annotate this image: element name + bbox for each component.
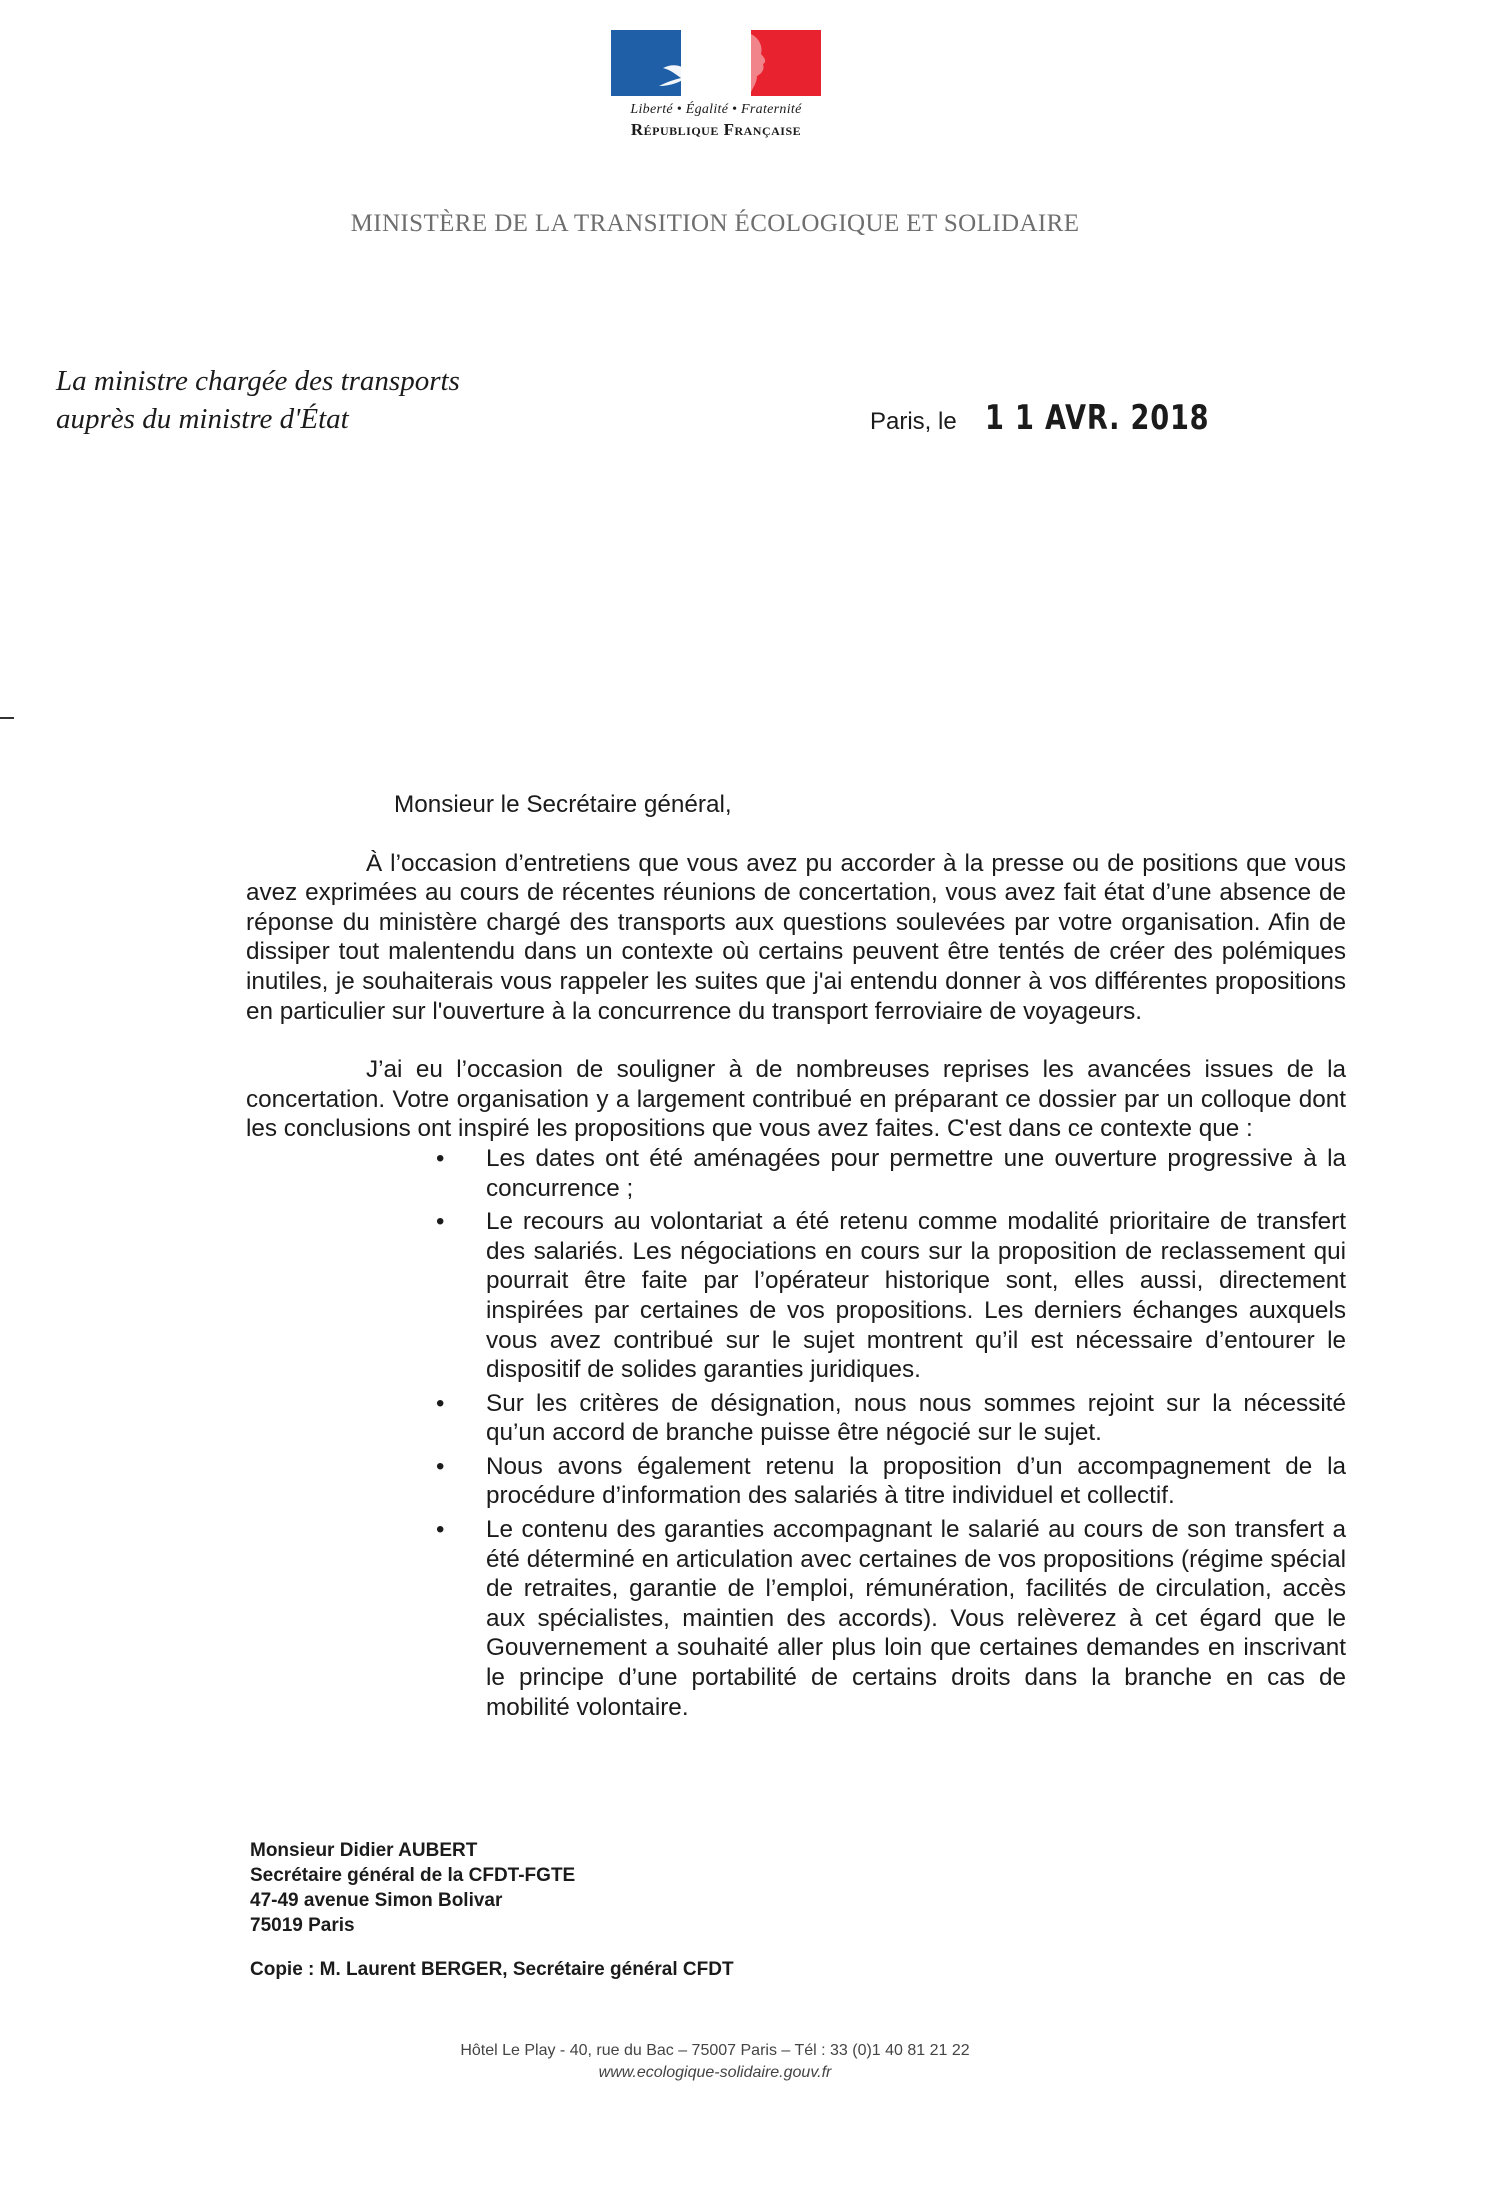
bullet-icon: • xyxy=(436,1208,445,1236)
republic-name: République Française xyxy=(630,120,802,139)
letter-body xyxy=(246,790,1346,1726)
bullet-icon: • xyxy=(436,1389,445,1417)
bullet-icon: • xyxy=(436,1516,445,1544)
list-item-text: Sur les critères de désignation, nous nous sommes rejoint sur la nécessité qu’un accord de branche puisse être négocié sur le sujet. xyxy=(486,1389,1346,1447)
paragraph-2 xyxy=(246,1055,1346,1144)
list-item xyxy=(436,1452,1346,1511)
list-item-text: Le contenu des garanties accompagnant le salarié au cours de son transfert a été déterminé en articulation avec certaines de vos propositions (régime spécial de retraites, garantie de l’emploi, rémunération, facilités de circulation, accès aux spécialistes, maintien des accords). Vous relèverez à cet égard que le Gouvernement a souhaité aller plus loin que certaines demandes en inscrivant le principe d’une portabilité de certains droits dans la branche en cas de mobilité volontaire. xyxy=(486,1516,1346,1721)
date-label: Paris, le xyxy=(870,408,957,435)
list-item-text: Nous avons également retenu la proposition d’un accompagnement de la procédure d’information des salariés à titre individuel et collectif. xyxy=(486,1452,1346,1510)
recipient-address xyxy=(250,1838,575,1938)
republic-logo xyxy=(596,30,836,140)
date-stamp: 1 1 AVR. 2018 xyxy=(985,398,1210,438)
list-item xyxy=(436,1515,1346,1722)
paragraph-1-text: À l’occasion d’entretiens que vous avez pu accorder à la presse ou de positions que vous avez exprimées au cours de récentes réunions de concertation, vous avez fait état d’une absence de réponse du ministère chargé des transports aux questions soulevées par votre organisation. Afin de dissiper tout malentendu dans un contexte où certains peuvent être tentés de créer des polémiques inutiles, je souhaiterais vous rappeler les suites que j'ai entendu donner à vos différentes propositions en particulier sur l'ouverture à la concurrence du transport ferroviaire de voyageurs. xyxy=(246,849,1346,1025)
recipient-title: Secrétaire général de la CFDT-FGTE xyxy=(250,1865,576,1886)
copy-line: Copie : M. Laurent BERGER, Secrétaire général CFDT xyxy=(250,1959,734,1980)
list-item xyxy=(436,1144,1346,1203)
list-item xyxy=(436,1207,1346,1385)
bullet-icon: • xyxy=(436,1452,445,1480)
sender-line-1: La ministre chargée des transports xyxy=(56,365,460,397)
marianne-logo-icon xyxy=(611,30,821,96)
measures-list xyxy=(246,1144,1346,1722)
footer-address: Hôtel Le Play - 40, rue du Bac – 75007 Paris – Tél : 33 (0)1 40 81 21 22 xyxy=(460,2042,970,2059)
recipient-name: Monsieur Didier AUBERT xyxy=(250,1840,478,1861)
fold-mark xyxy=(0,717,14,719)
recipient-street: 47-49 avenue Simon Bolivar xyxy=(250,1890,503,1911)
paragraph-1 xyxy=(246,849,1346,1027)
paragraph-2-text: J’ai eu l’occasion de souligner à de nombreuses reprises les avancées issues de la concertation. Votre organisation y a largement contribué en préparant ce dossier par un colloque dont les conclusions ont inspiré les propositions que vous avez faites. C'est dans ce contexte que : xyxy=(246,1056,1346,1143)
list-item-text: Les dates ont été aménagées pour permettre une ouverture progressive à la concurrence ; xyxy=(486,1144,1346,1202)
sender-title xyxy=(56,362,460,438)
footer xyxy=(0,2040,1430,2084)
sender-line-2: auprès du ministre d'État xyxy=(56,403,349,435)
date-line xyxy=(870,398,1266,438)
list-item-text: Le recours au volontariat a été retenu comme modalité prioritaire de transfert des salariés. Les négociations en cours sur la proposition de reclassement qui pourrait être faite par l’opérateur historique sont, elles aussi, directement inspirées par certaines de vos propositions. Les derniers échanges auxquels vous avez contribué sur le sujet montrent qu’il est nécessaire d’entourer le dispositif de solides garanties juridiques. xyxy=(486,1208,1346,1384)
recipient-city: 75019 Paris xyxy=(250,1915,355,1936)
bullet-icon: • xyxy=(436,1144,445,1172)
salutation: Monsieur le Secrétaire général, xyxy=(394,791,732,818)
motto: Liberté • Égalité • Fraternité xyxy=(630,102,802,117)
ministry-name: MINISTÈRE DE LA TRANSITION ÉCOLOGIQUE ET SOLIDAIRE xyxy=(350,210,1080,237)
list-item xyxy=(436,1389,1346,1448)
footer-website: www.ecologique-solidaire.gouv.fr xyxy=(598,2064,832,2081)
